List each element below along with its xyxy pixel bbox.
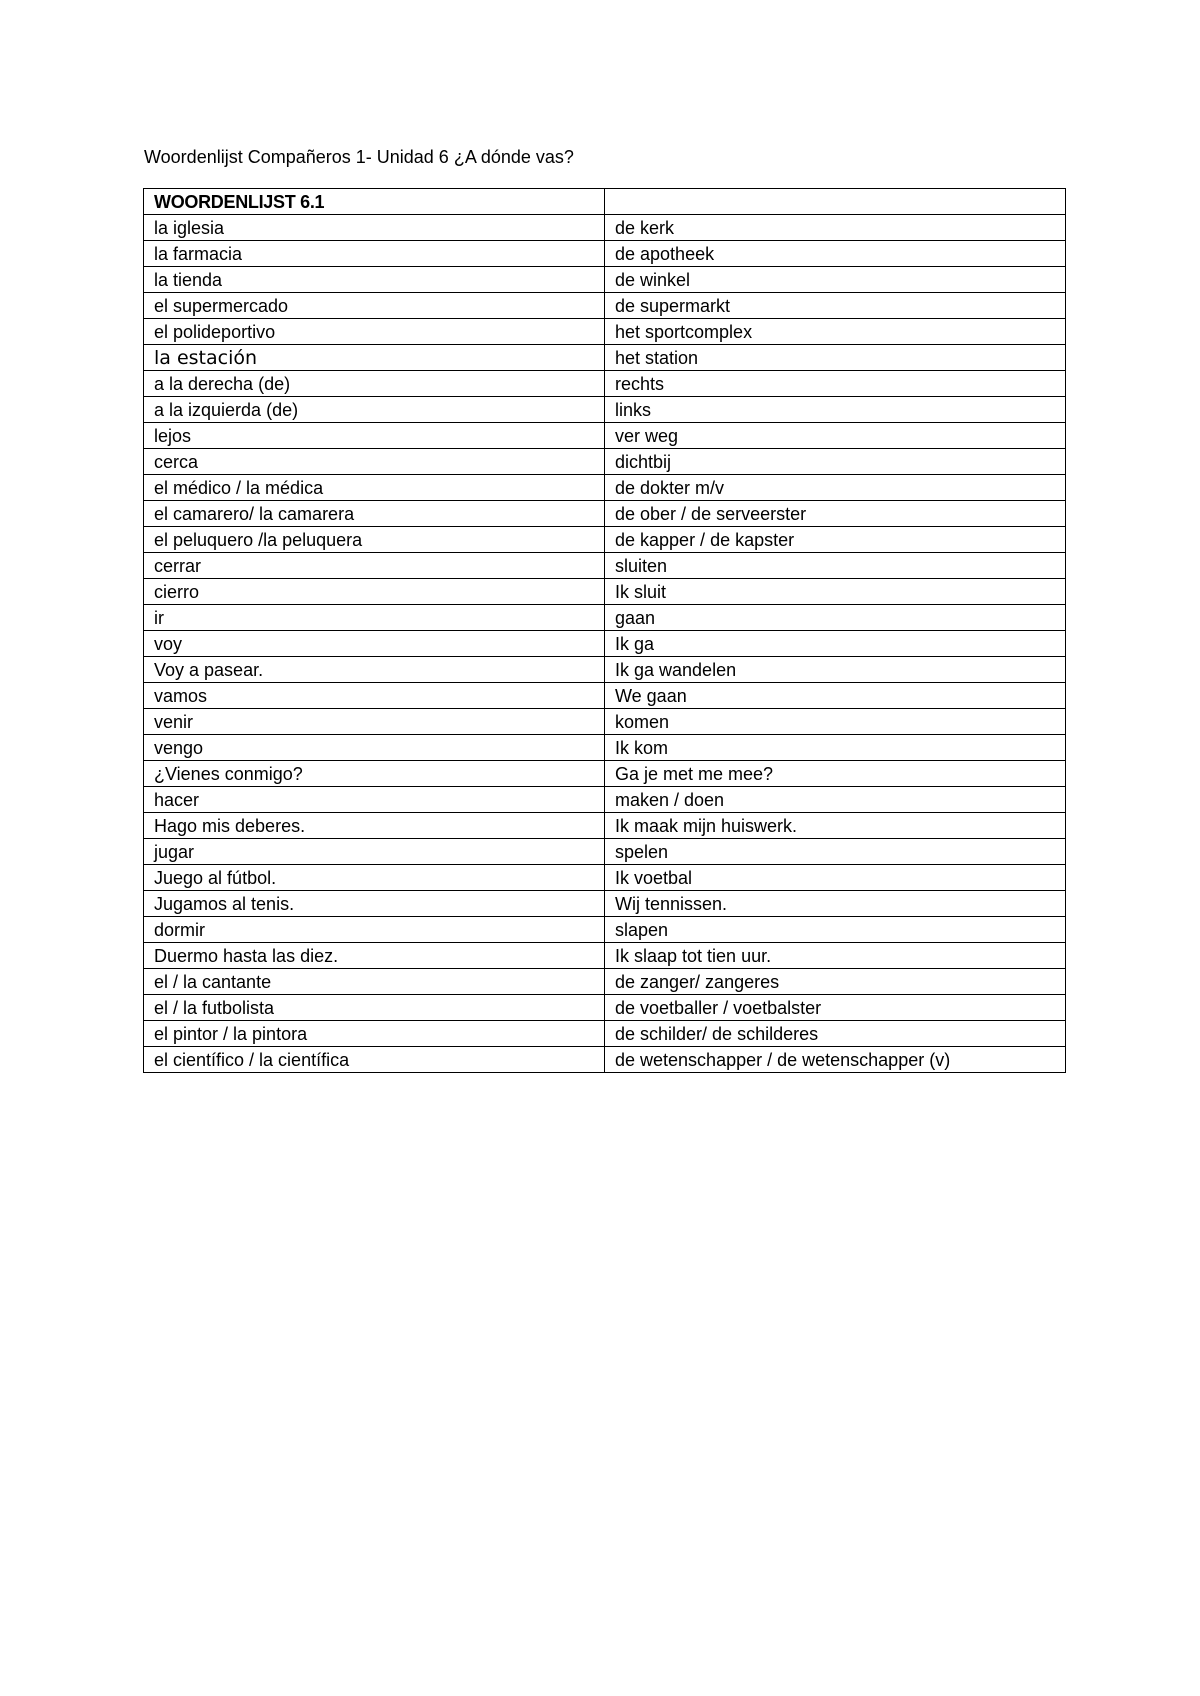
vocabulary-table: [143, 188, 1066, 1073]
table-row: [144, 527, 1066, 553]
table-row: [144, 761, 1066, 787]
dutch-translation: Ik ga wandelen: [605, 657, 1066, 683]
spanish-term: lejos: [144, 423, 605, 449]
table-row: [144, 423, 1066, 449]
spanish-term: a la derecha (de): [144, 371, 605, 397]
spanish-term: Voy a pasear.: [144, 657, 605, 683]
spanish-term: Juego al fútbol.: [144, 865, 605, 891]
table-row: [144, 735, 1066, 761]
dutch-translation: komen: [605, 709, 1066, 735]
table-row: [144, 787, 1066, 813]
spanish-term: voy: [144, 631, 605, 657]
table-row: [144, 865, 1066, 891]
spanish-term: el camarero/ la camarera: [144, 501, 605, 527]
page-title: Woordenlijst Compañeros 1- Unidad 6 ¿A dónde vas?: [144, 147, 574, 167]
dutch-translation: slapen: [605, 917, 1066, 943]
table-row: [144, 579, 1066, 605]
spanish-term: cerrar: [144, 553, 605, 579]
spanish-term: dormir: [144, 917, 605, 943]
table-row: [144, 553, 1066, 579]
table-row: [144, 345, 1066, 371]
spanish-term: vengo: [144, 735, 605, 761]
table-row: [144, 475, 1066, 501]
dutch-translation: de voetballer / voetbalster: [605, 995, 1066, 1021]
dutch-translation: de kapper / de kapster: [605, 527, 1066, 553]
dutch-translation: het station: [605, 345, 1066, 371]
dutch-translation: spelen: [605, 839, 1066, 865]
dutch-translation: de kerk: [605, 215, 1066, 241]
dutch-translation: Ik kom: [605, 735, 1066, 761]
table-header-title: WOORDENLIJST 6.1: [144, 189, 605, 215]
spanish-term: el / la cantante: [144, 969, 605, 995]
table-row: [144, 319, 1066, 345]
spanish-term: Duermo hasta las diez.: [144, 943, 605, 969]
dutch-translation: maken / doen: [605, 787, 1066, 813]
table-row: [144, 371, 1066, 397]
spanish-term: hacer: [144, 787, 605, 813]
dutch-translation: ver weg: [605, 423, 1066, 449]
dutch-translation: rechts: [605, 371, 1066, 397]
table-row: [144, 917, 1066, 943]
table-row: [144, 943, 1066, 969]
dutch-translation: dichtbij: [605, 449, 1066, 475]
spanish-term: vamos: [144, 683, 605, 709]
dutch-translation: Ik voetbal: [605, 865, 1066, 891]
spanish-term: ¿Vienes conmigo?: [144, 761, 605, 787]
dutch-translation: Ik maak mijn huiswerk.: [605, 813, 1066, 839]
table-row: [144, 449, 1066, 475]
table-row: [144, 267, 1066, 293]
spanish-term: la tienda: [144, 267, 605, 293]
dutch-translation: Ik slaap tot tien uur.: [605, 943, 1066, 969]
spanish-term: cerca: [144, 449, 605, 475]
dutch-translation: gaan: [605, 605, 1066, 631]
spanish-term: cierro: [144, 579, 605, 605]
dutch-translation: het sportcomplex: [605, 319, 1066, 345]
table-header-empty: [605, 189, 1066, 215]
spanish-term: la farmacia: [144, 241, 605, 267]
spanish-term: el supermercado: [144, 293, 605, 319]
spanish-term: jugar: [144, 839, 605, 865]
dutch-translation: sluiten: [605, 553, 1066, 579]
spanish-term: el polideportivo: [144, 319, 605, 345]
dutch-translation: We gaan: [605, 683, 1066, 709]
spanish-term: la iglesia: [144, 215, 605, 241]
table-row: [144, 813, 1066, 839]
table-row: [144, 891, 1066, 917]
table-row: [144, 709, 1066, 735]
spanish-term: venir: [144, 709, 605, 735]
table-row: [144, 995, 1066, 1021]
spanish-term: la estación: [144, 345, 605, 371]
spanish-term: el médico / la médica: [144, 475, 605, 501]
table-header-row: [144, 189, 1066, 215]
dutch-translation: Ga je met me mee?: [605, 761, 1066, 787]
dutch-translation: de zanger/ zangeres: [605, 969, 1066, 995]
dutch-translation: de supermarkt: [605, 293, 1066, 319]
spanish-term: ir: [144, 605, 605, 631]
table-row: [144, 1047, 1066, 1073]
spanish-term: Jugamos al tenis.: [144, 891, 605, 917]
table-row: [144, 683, 1066, 709]
table-row: [144, 657, 1066, 683]
dutch-translation: de ober / de serveerster: [605, 501, 1066, 527]
dutch-translation: Ik ga: [605, 631, 1066, 657]
dutch-translation: de wetenschapper / de wetenschapper (v): [605, 1047, 1066, 1073]
table-row: [144, 839, 1066, 865]
dutch-translation: de winkel: [605, 267, 1066, 293]
table-row: [144, 215, 1066, 241]
dutch-translation: de apotheek: [605, 241, 1066, 267]
spanish-term: el científico / la científica: [144, 1047, 605, 1073]
table-row: [144, 969, 1066, 995]
table-row: [144, 293, 1066, 319]
dutch-translation: de schilder/ de schilderes: [605, 1021, 1066, 1047]
dutch-translation: links: [605, 397, 1066, 423]
table-row: [144, 397, 1066, 423]
table-row: [144, 631, 1066, 657]
table-row: [144, 605, 1066, 631]
spanish-term: Hago mis deberes.: [144, 813, 605, 839]
spanish-term: a la izquierda (de): [144, 397, 605, 423]
table-row: [144, 1021, 1066, 1047]
spanish-term: el pintor / la pintora: [144, 1021, 605, 1047]
table-row: [144, 241, 1066, 267]
dutch-translation: Ik sluit: [605, 579, 1066, 605]
dutch-translation: Wij tennissen.: [605, 891, 1066, 917]
dutch-translation: de dokter m/v: [605, 475, 1066, 501]
spanish-term: el peluquero /la peluquera: [144, 527, 605, 553]
spanish-term: el / la futbolista: [144, 995, 605, 1021]
table-row: [144, 501, 1066, 527]
